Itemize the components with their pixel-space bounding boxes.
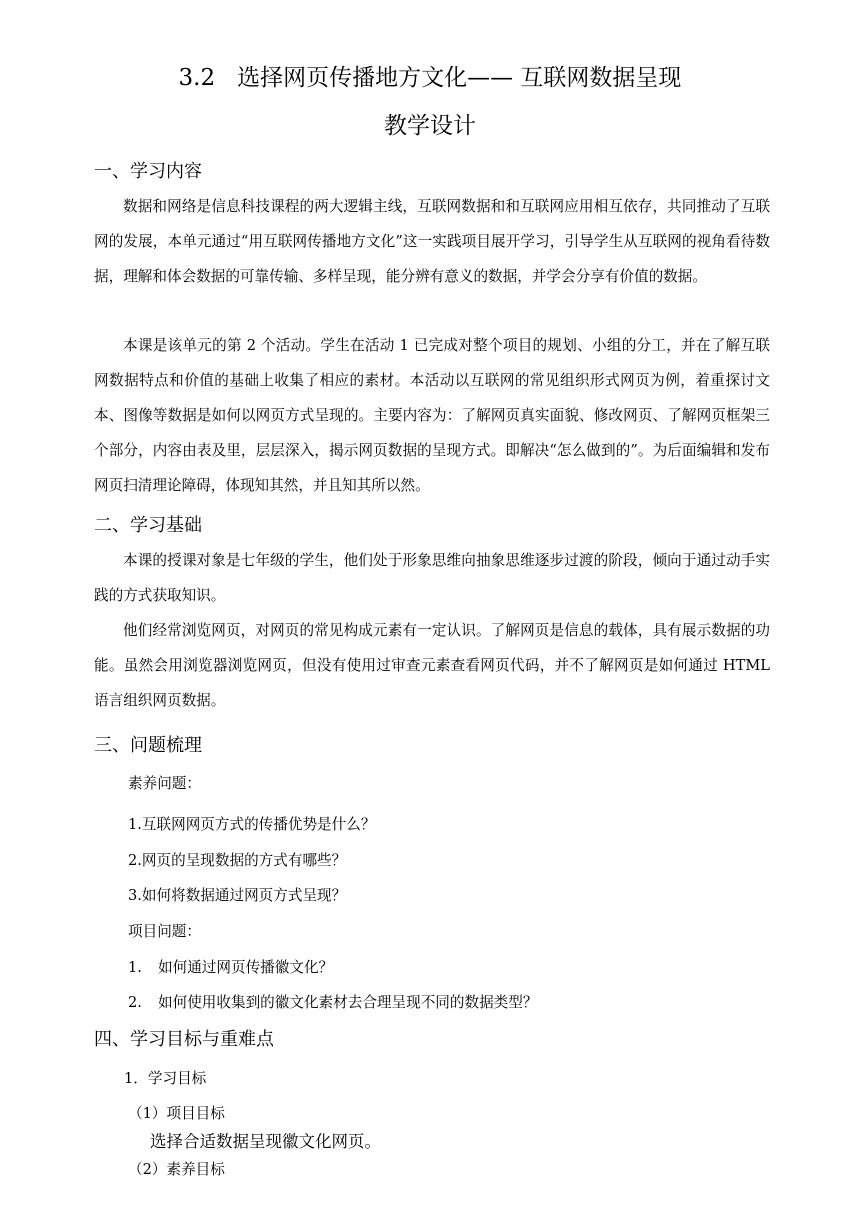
project-questions-label: 项目问题： bbox=[128, 923, 201, 940]
project-goal-text: 选择合适数据呈现徽文化网页。 bbox=[150, 1132, 381, 1151]
document-title-line2: 教学设计 bbox=[384, 113, 476, 139]
paragraph-learning-content-2: 本课是该单元的第 2 个活动。学生在活动 1 已完成对整个项目的规划、小组的分工，并在了解互联网数据特点和价值的基础上收集了相应的素材。本活动以互联网的常见组织形式网页为例，着重探讨文本、图像等数据是如何以网页方式呈现的。主要内容为：了解网页真实面貌、修改网页、了解网页框架三个部分，内容由表及里，层层深入，揭示网页数据的呈现方式。即解决“怎么做到的”。为后面编辑和发布网页扫清理论障碍，体现知其然，并且知其所以然。 bbox=[94, 337, 770, 494]
paragraph-learning-basis-2: 他们经常浏览网页，对网页的常见构成元素有一定认识。了解网页是信息的载体，具有展示数据的功能。虽然会用浏览器浏览网页，但没有使用过审查元素查看网页代码，并不了解网页是如何通过 HTML 语言组织网页数据。 bbox=[94, 622, 770, 709]
paragraph-learning-basis-1: 本课的授课对象是七年级的学生，他们处于形象思维向抽象思维逐步过渡的阶段，倾向于通过动手实践的方式获取知识。 bbox=[94, 552, 770, 604]
section-heading-question-sorting: 三、问题梳理 bbox=[94, 735, 202, 756]
title-text: 选择网页传播地方文化—— 互联网数据呈现 bbox=[237, 65, 682, 91]
section-heading-learning-objectives: 四、学习目标与重难点 bbox=[94, 1029, 274, 1050]
title-number: 3.2 bbox=[178, 65, 216, 91]
literacy-question-2: 2.网页的呈现数据的方式有哪些？ bbox=[128, 852, 347, 869]
literacy-questions-label: 素养问题： bbox=[128, 775, 201, 792]
literacy-goal-label: （2）素养目标 bbox=[128, 1161, 225, 1178]
section-heading-learning-basis: 二、学习基础 bbox=[94, 515, 202, 536]
literacy-question-3: 3.如何将数据通过网页方式呈现？ bbox=[128, 887, 347, 904]
learning-objectives-subheading: 1．学习目标 bbox=[124, 1070, 207, 1087]
literacy-question-1: 1.互联网网页方式的传播优势是什么？ bbox=[128, 816, 376, 833]
section-heading-learning-content: 一、学习内容 bbox=[94, 161, 202, 182]
project-question-1-number: 1. bbox=[128, 959, 142, 976]
project-question-2-number: 2. bbox=[128, 994, 142, 1011]
project-question-1: 如何通过网页传播徽文化？ bbox=[158, 959, 334, 976]
project-question-2: 如何使用收集到的徽文化素材去合理呈现不同的数据类型？ bbox=[158, 994, 538, 1011]
project-goal-label: （1）项目目标 bbox=[128, 1105, 225, 1122]
document-title-line1 bbox=[0, 62, 860, 94]
paragraph-learning-content-1: 数据和网络是信息科技课程的两大逻辑主线，互联网数据和和互联网应用相互依存，共同推动了互联网的发展，本单元通过“用互联网传播地方文化”这一实践项目展开学习，引导学生从互联网的视角看待数据，理解和体会数据的可靠传输、多样呈现，能分辨有意义的数据，并学会分享有价值的数据。 bbox=[94, 198, 770, 285]
